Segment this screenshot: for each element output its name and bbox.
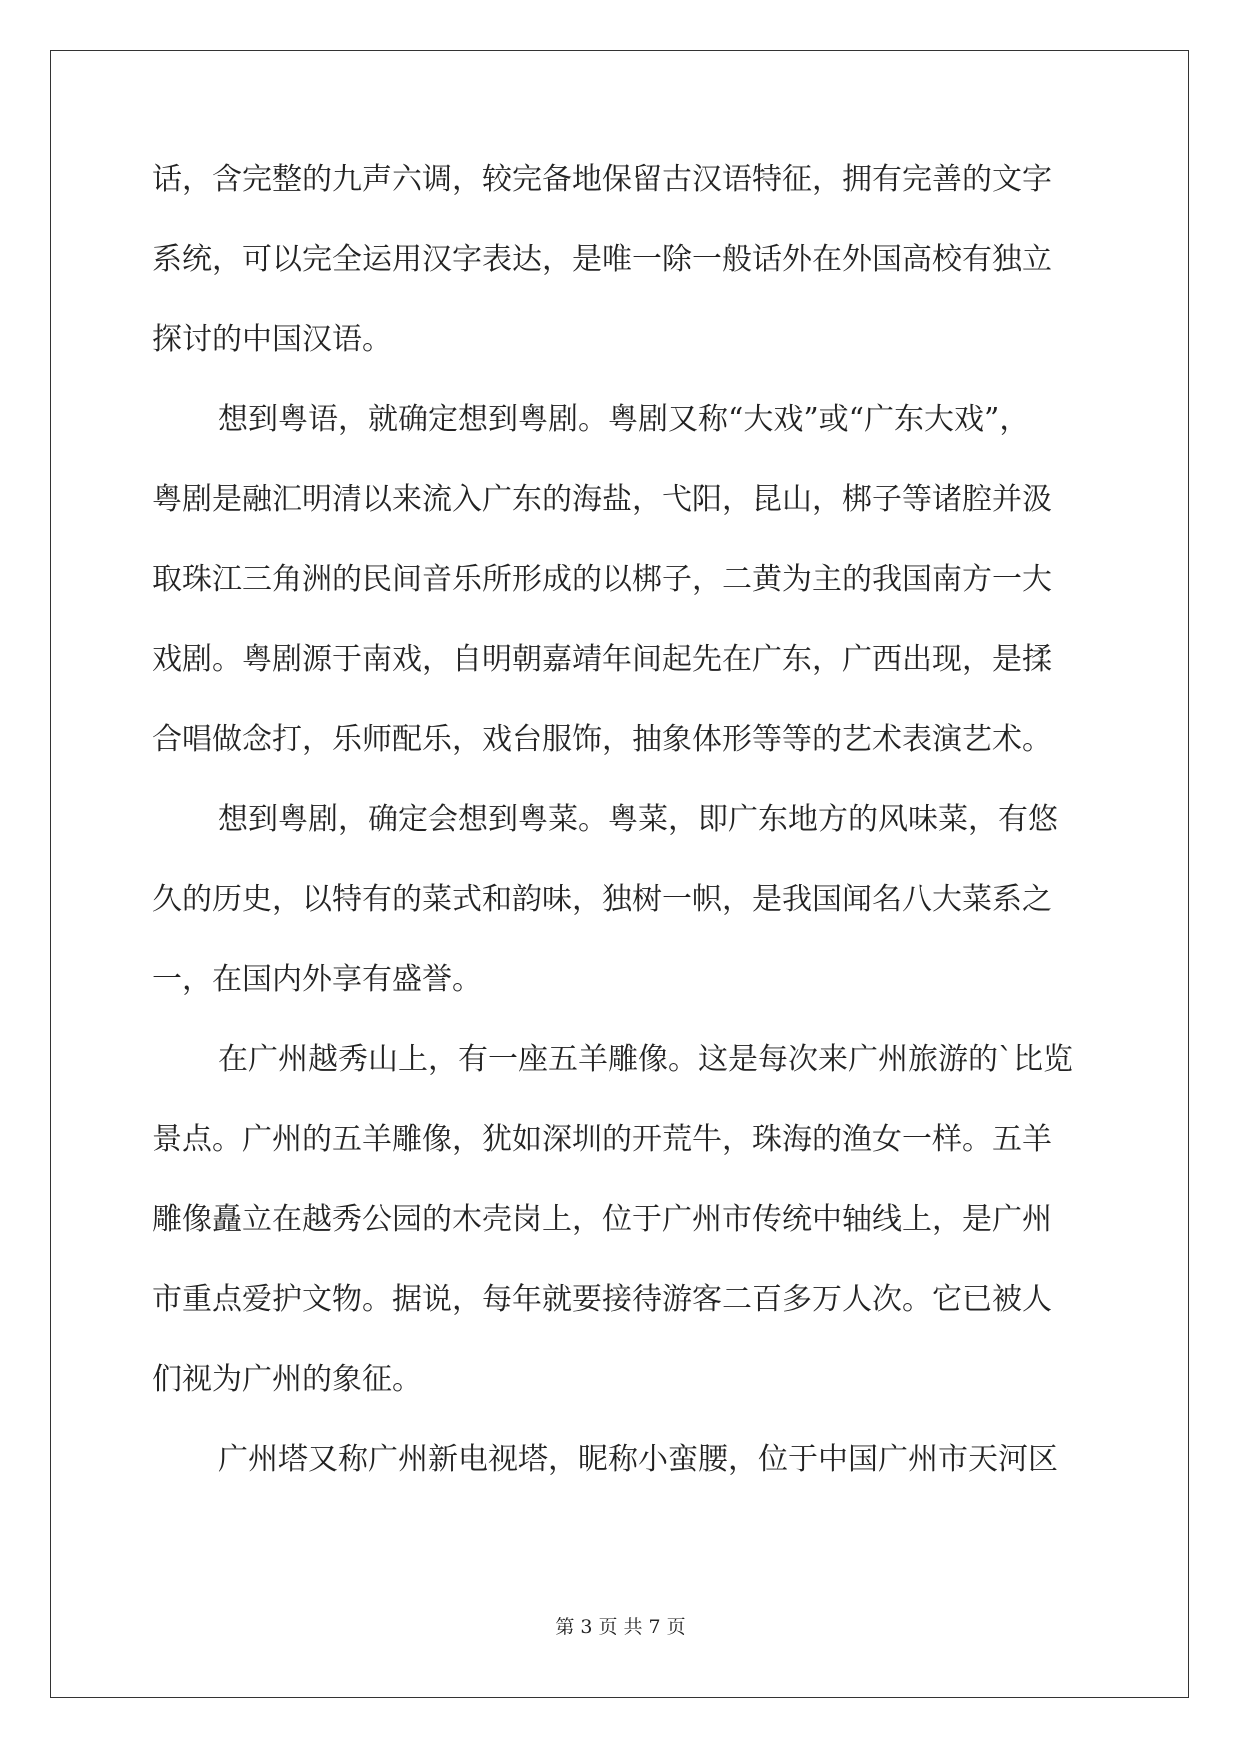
page-number-footer: 第 3 页 共 7 页 xyxy=(555,1616,686,1638)
text-line: 雕像矗立在越秀公园的木壳岗上，位于广州市传统中轴线上，是广州 xyxy=(152,1202,1052,1237)
text-line: 粤剧是融汇明清以来流入广东的海盐，弋阳，昆山，梆子等诸腔并汲 xyxy=(152,482,1052,517)
text-line: 取珠江三角洲的民间音乐所形成的以梆子，二黄为主的我国南方一大 xyxy=(152,562,1052,597)
text-line: 戏剧。粤剧源于南戏，自明朝嘉靖年间起先在广东，广西出现，是揉 xyxy=(152,642,1052,677)
paragraph-first-line: 在广州越秀山上，有一座五羊雕像。这是每次来广州旅游的`比览 xyxy=(218,1042,1073,1077)
paragraph-first-line: 广州塔又称广州新电视塔，昵称小蛮腰，位于中国广州市天河区 xyxy=(218,1442,1058,1477)
text-line: 话，含完整的九声六调，较完备地保留古汉语特征，拥有完善的文字 xyxy=(152,162,1052,197)
text-line: 景点。广州的五羊雕像，犹如深圳的开荒牛，珠海的渔女一样。五羊 xyxy=(152,1122,1052,1157)
text-line: 们视为广州的象征。 xyxy=(152,1362,422,1397)
text-line: 久的历史，以特有的菜式和韵味，独树一帜，是我国闻名八大菜系之 xyxy=(152,882,1052,917)
text-line: 合唱做念打，乐师配乐，戏台服饰，抽象体形等等的艺术表演艺术。 xyxy=(152,722,1052,757)
text-line: 探讨的中国汉语。 xyxy=(152,322,392,357)
paragraph-first-line: 想到粤剧，确定会想到粤菜。粤菜，即广东地方的风味菜，有悠 xyxy=(218,802,1058,837)
text-line: 系统，可以完全运用汉字表达，是唯一除一般话外在外国高校有独立 xyxy=(152,242,1052,277)
text-line: 一，在国内外享有盛誉。 xyxy=(152,962,482,997)
paragraph-first-line: 想到粤语，就确定想到粤剧。粤剧又称“大戏”或“广东大戏”， xyxy=(218,402,1030,437)
text-line: 市重点爱护文物。据说，每年就要接待游客二百多万人次。它已被人 xyxy=(152,1282,1052,1317)
document-body xyxy=(152,160,1087,1520)
